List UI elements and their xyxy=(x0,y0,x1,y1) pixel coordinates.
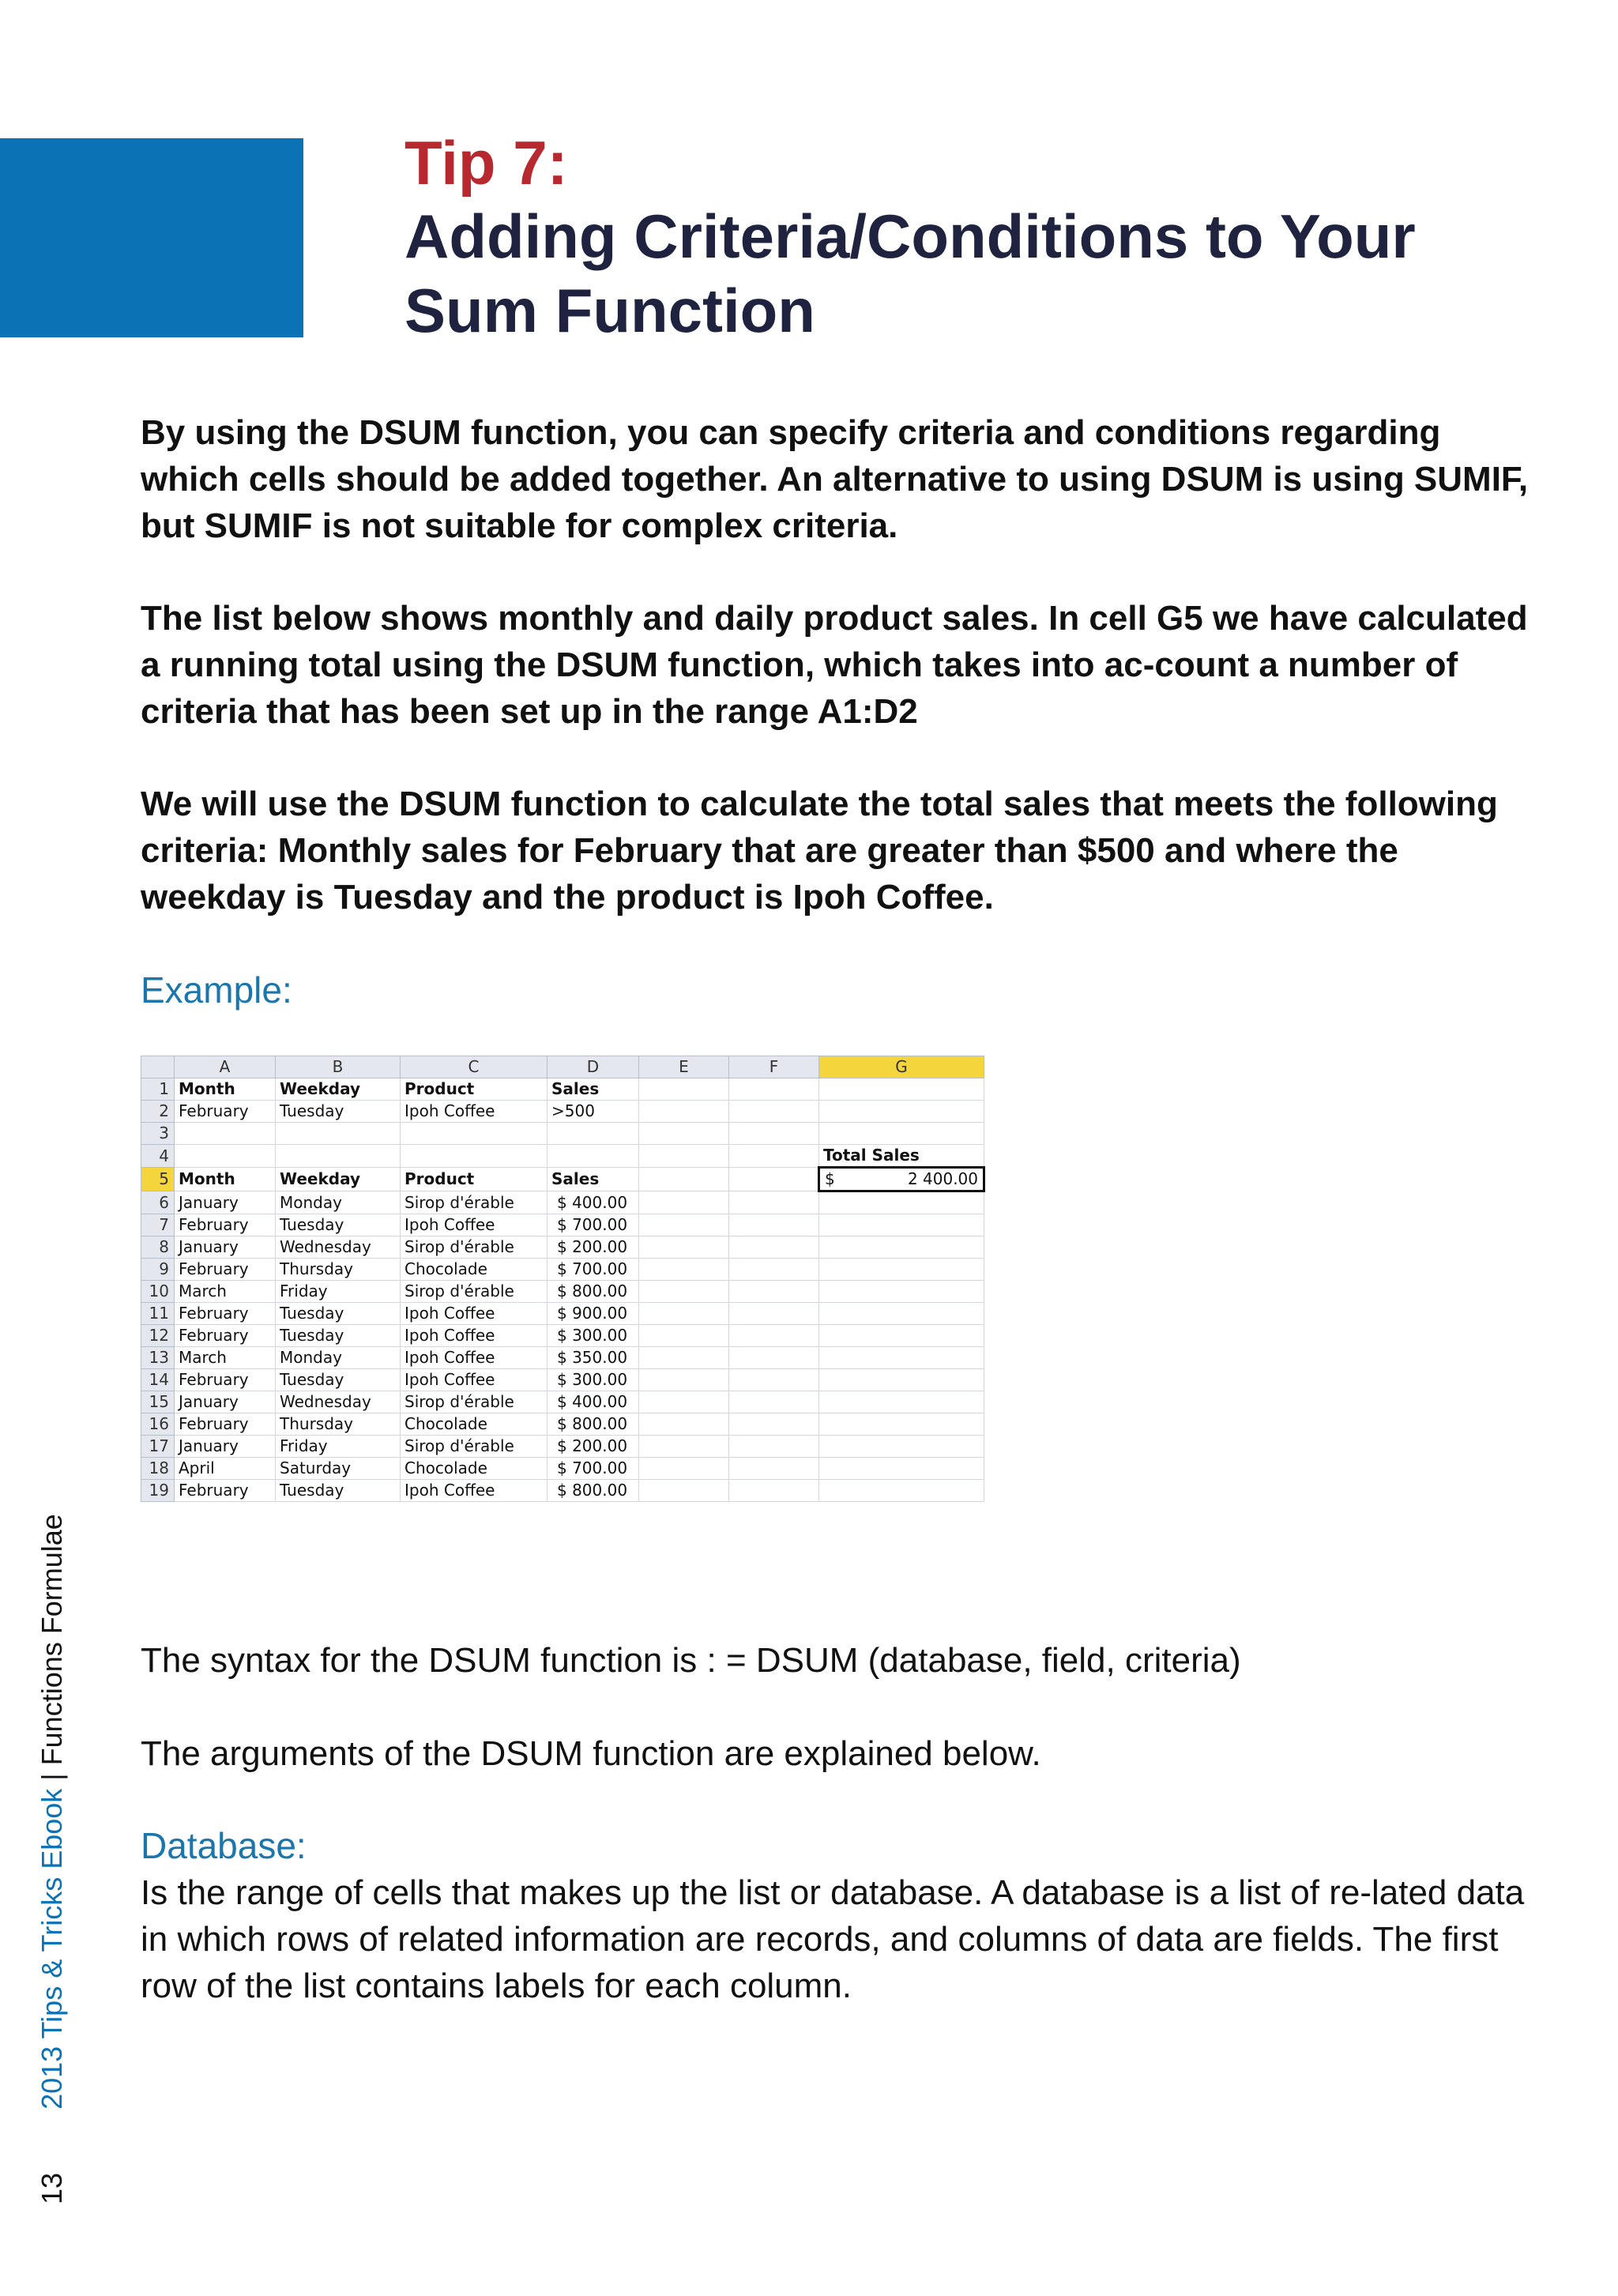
cell[interactable] xyxy=(729,1391,819,1413)
cell[interactable]: Tuesday xyxy=(276,1325,401,1347)
cell[interactable]: Friday xyxy=(276,1436,401,1458)
cell[interactable]: Ipoh Coffee xyxy=(401,1214,547,1236)
currency-symbol: $ xyxy=(825,1169,835,1188)
cell[interactable]: $ 700.00 xyxy=(547,1458,639,1480)
cell[interactable]: Product xyxy=(401,1168,547,1191)
cell[interactable] xyxy=(729,1325,819,1347)
cell[interactable]: Sirop d'érable xyxy=(401,1191,547,1214)
cell[interactable] xyxy=(639,1259,729,1281)
cell[interactable] xyxy=(639,1236,729,1259)
cell[interactable] xyxy=(639,1078,729,1101)
cell[interactable]: Sirop d'érable xyxy=(401,1281,547,1303)
row-header[interactable]: 13 xyxy=(141,1347,175,1369)
cell[interactable]: $ 700.00 xyxy=(547,1214,639,1236)
cell[interactable]: January xyxy=(175,1191,276,1214)
cell[interactable] xyxy=(819,1259,984,1281)
row-header[interactable]: 2 xyxy=(141,1101,175,1123)
cell[interactable] xyxy=(639,1391,729,1413)
cell[interactable] xyxy=(729,1168,819,1191)
cell[interactable] xyxy=(639,1347,729,1369)
cell[interactable]: Product xyxy=(401,1078,547,1101)
cell[interactable] xyxy=(819,1436,984,1458)
cell[interactable]: $ 350.00 xyxy=(547,1347,639,1369)
cell[interactable] xyxy=(639,1458,729,1480)
cell[interactable] xyxy=(729,1303,819,1325)
row-header[interactable]: 1 xyxy=(141,1078,175,1101)
row-header[interactable]: 15 xyxy=(141,1391,175,1413)
table-row xyxy=(141,1436,984,1458)
cell[interactable]: Monday xyxy=(276,1191,401,1214)
cell[interactable]: Monday xyxy=(276,1347,401,1369)
page-number: 13 xyxy=(36,2172,68,2204)
total-sales-label[interactable]: Total Sales xyxy=(819,1145,984,1168)
column-header-c[interactable]: C xyxy=(401,1056,547,1078)
cell[interactable] xyxy=(819,1303,984,1325)
cell[interactable]: January xyxy=(175,1391,276,1413)
cell[interactable] xyxy=(819,1347,984,1369)
cell[interactable]: Ipoh Coffee xyxy=(401,1303,547,1325)
cell[interactable]: Ipoh Coffee xyxy=(401,1480,547,1502)
cell[interactable] xyxy=(547,1123,639,1145)
cell[interactable] xyxy=(729,1236,819,1259)
cell[interactable] xyxy=(639,1214,729,1236)
page-title: Adding Criteria/Conditions to Your Sum Function xyxy=(404,201,1416,345)
total-sales-cell-g5[interactable] xyxy=(819,1168,984,1191)
cell[interactable]: Tuesday xyxy=(276,1369,401,1391)
cell[interactable]: $ 400.00 xyxy=(547,1391,639,1413)
cell[interactable] xyxy=(639,1191,729,1214)
total-sales-value: 2 400.00 xyxy=(907,1169,978,1188)
table-row xyxy=(141,1413,984,1436)
cell[interactable]: >500 xyxy=(547,1101,639,1123)
cell[interactable]: Sirop d'érable xyxy=(401,1236,547,1259)
cell[interactable] xyxy=(276,1145,401,1168)
row-header[interactable]: 7 xyxy=(141,1214,175,1236)
cell[interactable]: Weekday xyxy=(276,1078,401,1101)
cell[interactable] xyxy=(819,1214,984,1236)
row-header[interactable]: 14 xyxy=(141,1369,175,1391)
cell[interactable]: Tuesday xyxy=(276,1480,401,1502)
cell[interactable]: February xyxy=(175,1413,276,1436)
cell[interactable]: February xyxy=(175,1303,276,1325)
data-header-row xyxy=(141,1168,984,1191)
cell[interactable]: February xyxy=(175,1214,276,1236)
row-header[interactable]: 18 xyxy=(141,1458,175,1480)
cell[interactable] xyxy=(819,1369,984,1391)
cell[interactable]: $ 700.00 xyxy=(547,1259,639,1281)
criteria-values-row xyxy=(141,1101,984,1123)
cell[interactable]: February xyxy=(175,1259,276,1281)
cell[interactable] xyxy=(401,1123,547,1145)
row-header[interactable]: 11 xyxy=(141,1303,175,1325)
cell[interactable] xyxy=(175,1123,276,1145)
cell[interactable]: February xyxy=(175,1101,276,1123)
column-header-f[interactable]: F xyxy=(729,1056,819,1078)
cell[interactable]: Weekday xyxy=(276,1168,401,1191)
cell[interactable]: $ 300.00 xyxy=(547,1325,639,1347)
cell[interactable] xyxy=(639,1145,729,1168)
cell[interactable] xyxy=(639,1123,729,1145)
cell[interactable] xyxy=(729,1259,819,1281)
column-header-row xyxy=(141,1056,984,1078)
cell[interactable]: Thursday xyxy=(276,1413,401,1436)
ebook-title: 2013 Tips & Tricks Ebook xyxy=(36,1788,68,2110)
cell[interactable]: Saturday xyxy=(276,1458,401,1480)
cell[interactable] xyxy=(729,1101,819,1123)
empty-row xyxy=(141,1123,984,1145)
cell[interactable] xyxy=(819,1236,984,1259)
row-header[interactable]: 8 xyxy=(141,1236,175,1259)
cell[interactable]: March xyxy=(175,1347,276,1369)
cell[interactable]: Tuesday xyxy=(276,1101,401,1123)
cell[interactable]: Friday xyxy=(276,1281,401,1303)
cell[interactable] xyxy=(819,1101,984,1123)
section-name: Functions Formulae xyxy=(36,1514,68,1766)
cell[interactable]: Chocolade xyxy=(401,1259,547,1281)
cell[interactable] xyxy=(819,1281,984,1303)
cell[interactable] xyxy=(639,1101,729,1123)
column-header-g[interactable]: G xyxy=(819,1056,984,1078)
cell[interactable]: April xyxy=(175,1458,276,1480)
cell[interactable] xyxy=(819,1078,984,1101)
row-header[interactable]: 3 xyxy=(141,1123,175,1145)
intro-paragraph-2: The list below shows monthly and daily product sales. In cell G5 we have calculated a running total using the DSUM function, which takes into ac-count a number of criteria that has been set up in the range A1:D2 xyxy=(141,599,1528,731)
cell[interactable] xyxy=(547,1145,639,1168)
cell[interactable] xyxy=(729,1281,819,1303)
cell[interactable] xyxy=(639,1303,729,1325)
cell[interactable] xyxy=(819,1458,984,1480)
cell[interactable]: $ 800.00 xyxy=(547,1480,639,1502)
total-label-row xyxy=(141,1145,984,1168)
cell[interactable]: Sales xyxy=(547,1078,639,1101)
tip-label: Tip 7: xyxy=(404,128,568,198)
cell[interactable]: Chocolade xyxy=(401,1458,547,1480)
cell[interactable] xyxy=(639,1413,729,1436)
cell[interactable]: January xyxy=(175,1436,276,1458)
cell[interactable]: $ 800.00 xyxy=(547,1413,639,1436)
table-row xyxy=(141,1347,984,1369)
cell[interactable] xyxy=(729,1436,819,1458)
header-accent-block xyxy=(0,138,303,337)
database-description: Is the range of cells that makes up the list or database. A database is a list of re-lated data in which rows of related information are records, and columns of data are fields. The first row of the list contains labels for each column. xyxy=(141,1873,1525,2005)
cell[interactable] xyxy=(729,1369,819,1391)
cell[interactable] xyxy=(819,1191,984,1214)
cell[interactable]: Ipoh Coffee xyxy=(401,1369,547,1391)
cell[interactable]: February xyxy=(175,1369,276,1391)
sidebar-footer xyxy=(35,1414,70,2204)
table-row xyxy=(141,1303,984,1325)
table-row xyxy=(141,1214,984,1236)
cell[interactable]: February xyxy=(175,1480,276,1502)
cell[interactable] xyxy=(729,1480,819,1502)
table-row xyxy=(141,1458,984,1480)
row-header[interactable]: 16 xyxy=(141,1413,175,1436)
cell[interactable] xyxy=(639,1325,729,1347)
cell[interactable] xyxy=(729,1458,819,1480)
cell[interactable] xyxy=(729,1347,819,1369)
cell[interactable]: Wednesday xyxy=(276,1391,401,1413)
cell[interactable]: $ 200.00 xyxy=(547,1436,639,1458)
cell[interactable] xyxy=(819,1123,984,1145)
cell[interactable]: Sales xyxy=(547,1168,639,1191)
arguments-intro: The arguments of the DSUM function are explained below. xyxy=(141,1734,1041,1773)
cell[interactable]: February xyxy=(175,1325,276,1347)
intro-paragraph-1: By using the DSUM function, you can specify criteria and conditions regarding which cells should be added together. An alternative to using DSUM is using SUMIF, but SUMIF is not suitable for complex criteria. xyxy=(141,413,1529,545)
cell[interactable] xyxy=(819,1480,984,1502)
cell[interactable]: $ 300.00 xyxy=(547,1369,639,1391)
cell[interactable] xyxy=(819,1413,984,1436)
cell[interactable] xyxy=(639,1480,729,1502)
cell[interactable] xyxy=(729,1145,819,1168)
cell[interactable] xyxy=(639,1281,729,1303)
column-header-e[interactable]: E xyxy=(639,1056,729,1078)
row-header[interactable]: 9 xyxy=(141,1259,175,1281)
row-header[interactable]: 4 xyxy=(141,1145,175,1168)
table-row xyxy=(141,1369,984,1391)
select-all-corner[interactable] xyxy=(141,1056,175,1078)
cell[interactable]: $ 400.00 xyxy=(547,1191,639,1214)
row-header[interactable]: 5 xyxy=(141,1168,175,1191)
table-row xyxy=(141,1391,984,1413)
column-header-b[interactable]: B xyxy=(276,1056,401,1078)
cell[interactable] xyxy=(276,1123,401,1145)
cell[interactable]: Chocolade xyxy=(401,1413,547,1436)
cell[interactable] xyxy=(175,1145,276,1168)
table-row xyxy=(141,1259,984,1281)
intro-paragraph-3: We will use the DSUM function to calculate the total sales that meets the following criteria: Monthly sales for February that are greater than $500 and where the weekday is Tuesday and the product is Ipoh Coffee. xyxy=(141,785,1498,917)
cell[interactable]: January xyxy=(175,1236,276,1259)
criteria-header-row xyxy=(141,1078,984,1101)
cell[interactable]: $ 200.00 xyxy=(547,1236,639,1259)
row-header[interactable]: 10 xyxy=(141,1281,175,1303)
cell[interactable]: Wednesday xyxy=(276,1236,401,1259)
cell[interactable]: $ 800.00 xyxy=(547,1281,639,1303)
cell[interactable] xyxy=(729,1078,819,1101)
cell[interactable] xyxy=(729,1191,819,1214)
separator: | xyxy=(36,1773,68,1781)
row-header[interactable]: 12 xyxy=(141,1325,175,1347)
table-row xyxy=(141,1480,984,1502)
cell[interactable] xyxy=(639,1369,729,1391)
table-row xyxy=(141,1236,984,1259)
cell[interactable] xyxy=(819,1391,984,1413)
row-header[interactable]: 6 xyxy=(141,1191,175,1214)
cell[interactable]: Sirop d'érable xyxy=(401,1391,547,1413)
cell[interactable]: Tuesday xyxy=(276,1214,401,1236)
cell[interactable] xyxy=(639,1436,729,1458)
cell[interactable]: Ipoh Coffee xyxy=(401,1101,547,1123)
row-header[interactable]: 19 xyxy=(141,1480,175,1502)
cell[interactable] xyxy=(401,1145,547,1168)
cell[interactable]: Month xyxy=(175,1168,276,1191)
cell[interactable]: Month xyxy=(175,1078,276,1101)
column-header-d[interactable]: D xyxy=(547,1056,639,1078)
cell[interactable]: Ipoh Coffee xyxy=(401,1347,547,1369)
spreadsheet-example xyxy=(141,1056,984,1514)
cell[interactable] xyxy=(729,1214,819,1236)
cell[interactable] xyxy=(729,1413,819,1436)
cell[interactable] xyxy=(729,1123,819,1145)
database-label: Database: xyxy=(141,1825,307,1866)
example-label: Example: xyxy=(141,969,292,1011)
row-header[interactable]: 17 xyxy=(141,1436,175,1458)
cell[interactable]: March xyxy=(175,1281,276,1303)
table-row xyxy=(141,1191,984,1214)
cell[interactable] xyxy=(639,1168,729,1191)
column-header-a[interactable]: A xyxy=(175,1056,276,1078)
table-row xyxy=(141,1325,984,1347)
cell[interactable]: Sirop d'érable xyxy=(401,1436,547,1458)
cell[interactable]: Ipoh Coffee xyxy=(401,1325,547,1347)
cell[interactable]: Tuesday xyxy=(276,1303,401,1325)
cell[interactable]: $ 900.00 xyxy=(547,1303,639,1325)
syntax-text: The syntax for the DSUM function is : = DSUM (database, field, criteria) xyxy=(141,1641,1241,1680)
table-row xyxy=(141,1281,984,1303)
cell[interactable] xyxy=(819,1325,984,1347)
cell[interactable]: Thursday xyxy=(276,1259,401,1281)
